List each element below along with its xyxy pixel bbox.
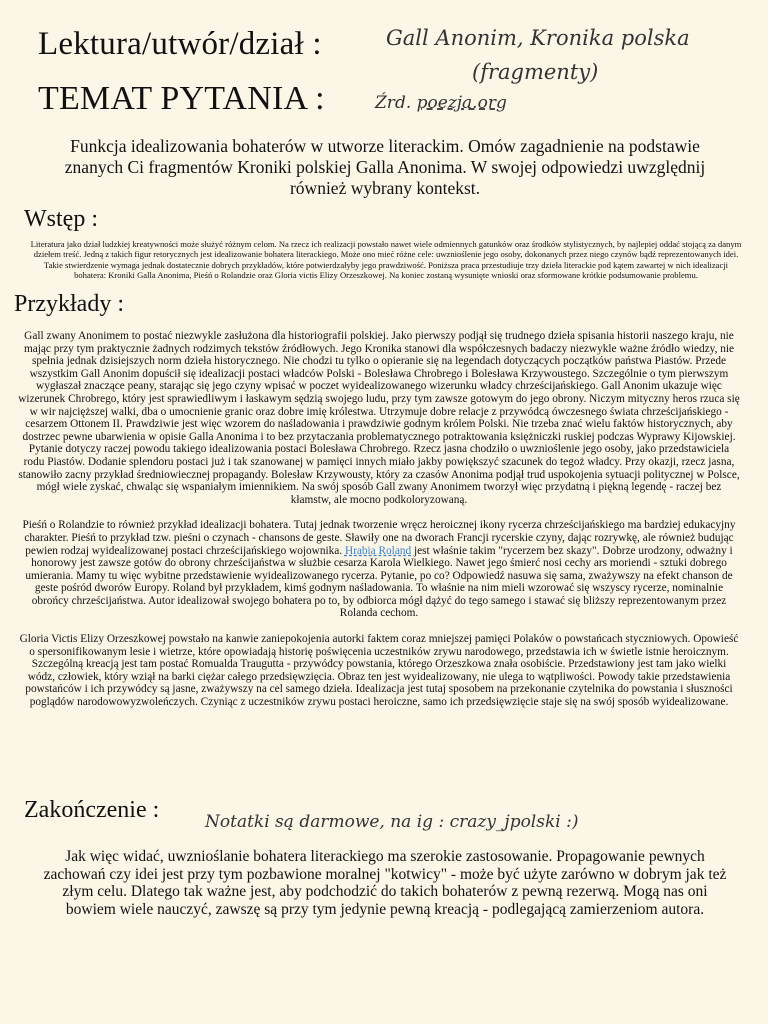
paragraph-gall: Gall zwany Anonimem to postać niezwykle zasłużona dla historiografii polskiej. Jako pierwszy podjął się trudnego dzieła spisania historii naszego kraju, nie mając przy tym praktycznie żadnych rodzimych tekstów źródłowych. Jego Kronika stanowi dla współczesnych badaczy niezwykle ważne źródło wiedzy, nie spełnia jednak dzisiejszych norm dzieła historycznego. Nie chodzi tu tylko o opieranie się na legendach dotyczących początków państwa Piastów. Przede wszystkim Gall Anonim dopuścił się idealizacji postaci władców Polski - Bolesława Chrobrego i Bolesława Krzywoustego. Szczególnie o tym pierwszym wygłaszał znaczące peany, starając się jego czyny wpisać w poczet wyidealizowanego wizerunku władcy chrześcijańskiego. Gall Anonim ukazuje więc wizerunek Chrobrego, który jest sprawiedliwym i łaskawym sędzią swojego ludu, przy tym zawsze gotowym do jego obrony. Niczym mityczny heros rzuca się w wir najcięższej walki, dba o umocnienie granic oraz dobre imię królestwa. Utrzymuje dobre relacje z przywódcą ówczesnego świata chrześcijańskiego - cesarzem Ottonem II. Prawdziwie jest więc wzorem do naśladowania i prawdziwie godnym królem Polski. Nie trzeba znać wielu faktów historycznych, aby dostrzec pewne ubarwienia w opisie Galla Anonima i to bez przytaczania problematycznego potraktowania księżniczki ruskiej podczas Wyprawy Kijowskiej. Pytanie dotyczy raczej powodu takiego idealizowania postaci Bolesława Chrobrego. Rzecz jasna chodziło o uwznioślenie jego osoby, jako przedstawiciela rodu Piastów. Dodanie splendoru postaci już i tak szanowanej w pamięci innych miało jakby powiększyć szacunek do tegoż władcy. Przy okazji, rzecz jasna, stanowiło zacny przykład średniowiecznej propagandy. Bolesław Krzywousty, który za czasów Anonima podjął trud uspokojenia sytuacji politycznej w Polsce, mógł wiele zyskać, chwaląc się wspaniałym imiennikiem. Na swój sposób Gall zwany Anonimem tworzył więc przydatną i piękną legendę - raczej bez kłamstw, ale mocno podkoloryzowaną. xyxy=(18,330,740,506)
task-text: Funkcja idealizowania bohaterów w utworze literackim. Omów zagadnienie na podstawie znanych Ci fragmentów Kroniki polskiej Galla Anonima. W swojej odpowiedzi uwzględnij również wybrany kontekst. xyxy=(64,136,706,198)
paragraph-gloria-victis: Gloria Victis Elizy Orzeszkowej powstało na kanwie zaniepokojenia autorki faktem coraz mniejszej pamięci Polaków o powstańcach styczniowych. Opowieść o spersonifikowanym lesie i wietrze, które opowiadają historię poświęcenia uczestników zrywu narodowego, przedstawia ich w świetle istnie heroicznym. Szczególną kreacją jest tam postać Romualda Traugutta - przywódcy powstania, którego Orzeszkowa znała osobiście. Przedstawiony jest tam jako wielki wódz, człowiek, który wziął na barki ciężar całego przedsięwzięcia. Obraz ten jest wyidealizowany, nie ulega to wątpliwości. Powody takie przedstawienia powstańców i ich przywódcy są jasne, zważywszy na cel samego dzieła. Idealizacja jest tutaj sposobem na przekonanie czytelnika do powstania i słuszności poglądów narodowowyzwoleńczych. Czyniąc z uczestników zrywu postaci heroiczne, samo ich przedsięwzięcie staje się na swój sposób wyidealizowane. xyxy=(19,633,739,709)
notes-watermark: Notatki są darmowe, na ig : crazy_jpolski :) xyxy=(205,812,579,832)
lektura-label: Lektura/utwór/dział : xyxy=(38,26,322,62)
przyklady-heading: Przykłady : xyxy=(14,291,124,317)
paragraph-roland xyxy=(18,519,740,620)
source-note xyxy=(375,93,507,113)
source-prefix: Źrd. xyxy=(375,93,417,113)
zakonczenie-heading: Zakończenie : xyxy=(24,797,160,823)
source-link[interactable]: poezja.org xyxy=(416,93,507,113)
wstep-text: Literatura jako dział ludzkiej kreatywności może służyć różnym celom. Na rzecz ich realizacji powstało nawet wiele odmiennych gatunków oraz środków stylistycznych, by najlepiej oddać stojącą za danym dziełem treść. Jedną z takich figur retorycznych jest idealizowanie bohatera literackiego. Może ono mieć różne cele: uwznioślenie jego osoby, dokonanych przez niego czynów bądź reprezentowanych idei. Takie stwierdzenie wymaga jednak dostatecznie dobrych przykładów, które potwierdzałyby jego prawdziwość. Poniższa praca przestudiuje trzy dzieła literackie pod kątem zawartej w nich idealizacji bohatera: Kroniki Galla Anonima, Pieśń o Rolandzie oraz Gloria victis Elizy Orzeszkowej. Na koniec zostaną wysunięte wnioski oraz sformowane krótkie podsumowanie problemu. xyxy=(30,239,742,280)
przyklady-body xyxy=(18,330,740,709)
roland-text-after: jest właśnie takim "rycerzem bez skazy". Dobrze urodzony, odważny i honorowy jest zawsze gotów do obrony chrześcijaństwa w służbie cesarza Karola Wielkiego. Nawet jego śmierć nosi cechy ars moriendi - sztuki dobrego umierania. Mamy tu więc wybitne przedstawienie wyidealizowanego rycerza. Pytanie, po co? Odpowiedź nasuwa się sama, zważywszy na efekt chanson de geste pośród dworów Europy. Roland był przykładem, kimś godnym naśladowania. To właśnie na nim mieli wzorować się wszyscy rycerze, nominalnie obrońcy chrześcijaństwa. Autor idealizował swojego bohatera po to, by odbiorca mógł dążyć do tego samego i stawać się bliższy reprezentowanym przez Rolanda cechom. xyxy=(25,544,733,620)
lektura-value: Gall Anonim, Kronika polska xyxy=(386,26,690,50)
temat-label: TEMAT PYTANIA : xyxy=(38,80,325,117)
lektura-value-line2: (fragmenty) xyxy=(472,60,599,84)
hrabia-roland-link[interactable]: Hrabia Roland xyxy=(344,544,412,557)
roland-text-before: Pieśń o Rolandzie to również przykład idealizacji bohatera. Tutaj jednak tworzenie wręcz heroicznej ikony rycerza chrześcijańskiego ma bardziej edukacyjny charakter. Pieśń to przykład tzw. pieśni o czynach - chansons de geste. Sławiły one na dworach Francji rycerskie czyny, dając rozrywkę, ale również budując pewien rodzaj wyidealizowanej postaci chrześcijańskiego wojownika. xyxy=(22,519,736,557)
wstep-heading: Wstęp : xyxy=(24,206,98,232)
zakonczenie-text: Jak więc widać, uwznioślanie bohatera literackiego ma szerokie zastosowanie. Propagowanie pewnych zachowań czy idei jest przy tym pozbawione moralnej "kotwicy" - może być użyte zarówno w dobrym jak też złym celu. Dlatego tak ważne jest, aby podchodzić do takich bohaterów z pewną rezerwą. Mogą nas oni bowiem wiele nauczyć, zawszę są przy tym jedynie pewną kreacją - podlegającą zamierzeniom autora. xyxy=(43,848,727,918)
